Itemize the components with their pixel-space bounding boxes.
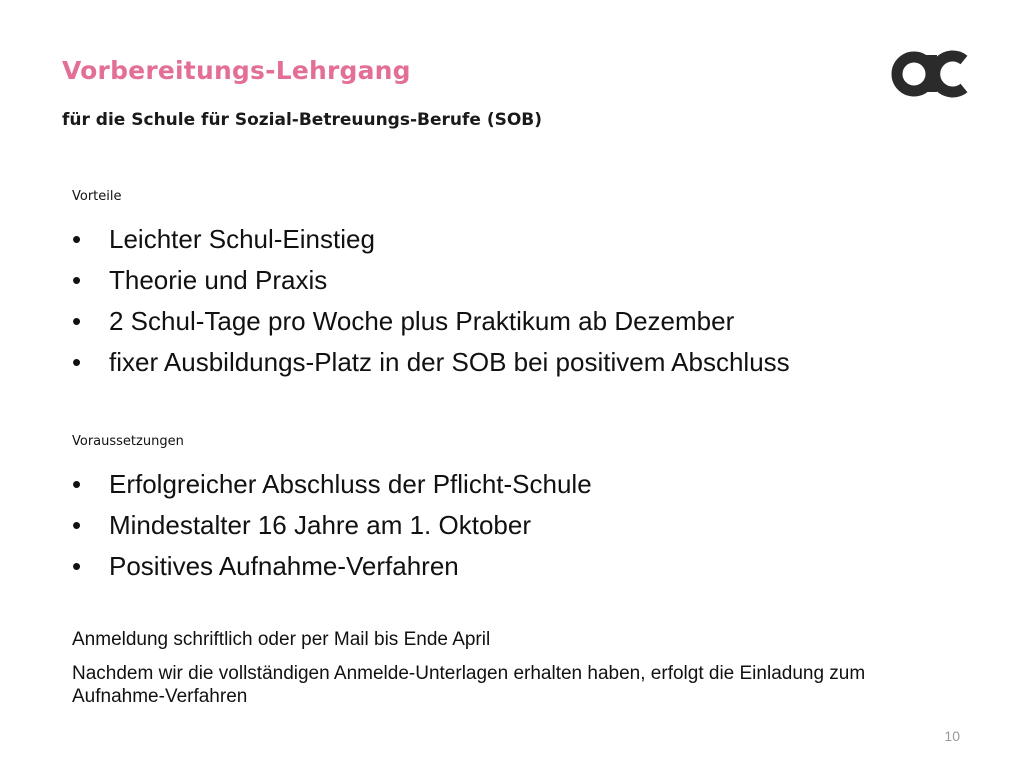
registration-note: Anmeldung schriftlich oder per Mail bis Ende April xyxy=(72,629,491,650)
list-item xyxy=(72,301,790,342)
voraussetzungen-list xyxy=(72,464,592,587)
bullet-icon: • xyxy=(72,469,82,499)
bullet-icon: • xyxy=(72,306,82,336)
bullet-icon: • xyxy=(72,510,82,540)
list-item xyxy=(72,260,790,301)
list-item-text: Theorie und Praxis xyxy=(109,265,328,295)
vorteile-list xyxy=(72,219,790,383)
list-item xyxy=(72,505,592,546)
ac-logo-icon xyxy=(890,40,974,104)
list-item-text: Positives Aufnahme-Verfahren xyxy=(109,551,459,581)
list-item xyxy=(72,219,790,260)
slide-title: Vorbereitungs-Lehrgang xyxy=(62,56,411,85)
list-item-text: 2 Schul-Tage pro Woche plus Praktikum ab Dezember xyxy=(109,306,735,336)
list-item xyxy=(72,464,592,505)
bullet-icon: • xyxy=(72,347,82,377)
list-item xyxy=(72,546,592,587)
list-item-text: fixer Ausbildungs-Platz in der SOB bei positivem Abschluss xyxy=(109,347,790,377)
bullet-icon: • xyxy=(72,224,82,254)
invitation-note: Nachdem wir die vollständigen Anmelde-Unterlagen erhalten haben, erfolgt die Einladung zum Aufnahme-Verfahren xyxy=(72,663,866,707)
list-item xyxy=(72,342,790,383)
list-item-text: Mindestalter 16 Jahre am 1. Oktober xyxy=(109,510,531,540)
section-label-voraussetzungen: Voraussetzungen xyxy=(72,434,184,449)
bullet-icon: • xyxy=(72,265,82,295)
page-number: 10 xyxy=(944,728,960,744)
section-label-vorteile: Vorteile xyxy=(72,189,122,204)
list-item-text: Leichter Schul-Einstieg xyxy=(109,224,375,254)
list-item-text: Erfolgreicher Abschluss der Pflicht-Schule xyxy=(109,469,592,499)
slide-subtitle: für die Schule für Sozial-Betreuungs-Berufe (SOB) xyxy=(62,110,543,130)
bullet-icon: • xyxy=(72,551,82,581)
